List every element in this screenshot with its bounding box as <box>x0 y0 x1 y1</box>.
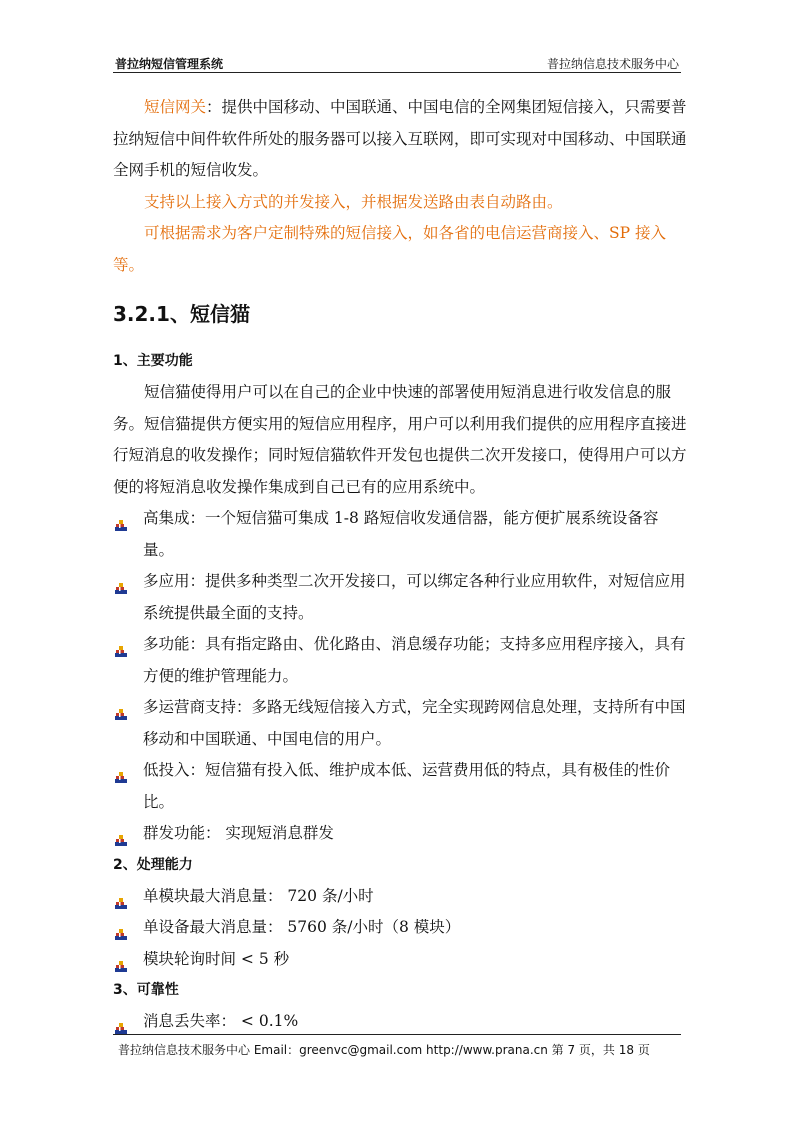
list-item <box>113 566 688 629</box>
bullet-icon <box>115 512 127 524</box>
section-title: 、短信猫 <box>169 302 250 326</box>
bullet-icon <box>115 827 127 839</box>
concurrent-access-note: 支持以上接入方式的并发接入，并根据发送路由表自动路由。 <box>144 192 563 211</box>
main-function-paragraph: 短信猫使得用户可以在自己的企业中快速的部署使用短消息进行收发信息的服务。短信猫提供方便实用的短信应用程序，用户可以利用我们提供的应用程序直接进行短消息的收发操作；同时短信猫软件开发包也提供二次开发接口，使得用户可以方便的将短消息收发操作集成到自己已有的应用系统中。 <box>113 383 687 496</box>
bullet-icon <box>115 638 127 650</box>
bullet-text: 模块轮询时间 < 5 秒 <box>143 949 290 968</box>
bullet-text: 单设备最大消息量： 5760 条/小时（8 模块） <box>143 918 461 936</box>
list-item <box>113 1006 688 1038</box>
bullet-text: 高集成：一个短信猫可集成 1-8 路短信收发通信器，能方便扩展系统设备容量。 <box>143 509 659 559</box>
list-item <box>113 503 688 566</box>
list-item <box>113 692 688 755</box>
list-item <box>113 818 688 850</box>
bullet-icon <box>115 921 127 933</box>
bullet-text: 消息丢失率： < 0.1% <box>143 1012 299 1030</box>
header-organization: 普拉纳信息技术服务中心 <box>546 57 679 71</box>
bullet-text: 单模块最大消息量： 720 条/小时 <box>143 886 374 905</box>
page-footer <box>113 1034 681 1057</box>
bullet-icon <box>115 953 127 965</box>
list-item <box>113 912 688 944</box>
gateway-text: ：提供中国移动、中国联通、中国电信的全网集团短信接入，只需要普拉纳短信中间件软件所处的服务器可以接入互联网，即可实现对中国移动、中国联通全网手机的短信收发。 <box>113 98 687 179</box>
bullet-text: 多运营商支持：多路无线短信接入方式，完全实现跨网信息处理，支持所有中国移动和中国联通、中国电信的用户。 <box>143 698 686 748</box>
bullet-icon <box>115 1015 127 1027</box>
page-header <box>113 52 681 73</box>
list-item <box>113 881 688 913</box>
main-function-heading: 1、主要功能 <box>113 353 193 369</box>
list-item <box>113 629 688 692</box>
bullet-icon <box>115 575 127 587</box>
list-item <box>113 944 688 976</box>
gateway-paragraph <box>113 92 688 187</box>
custom-access-note: 可根据需求为客户定制特殊的短信接入，如各省的电信运营商接入、SP 接入等。 <box>113 224 666 274</box>
bullet-icon <box>115 890 127 902</box>
bullet-icon <box>115 764 127 776</box>
page-content <box>113 92 688 1038</box>
reliability-heading: 3、可靠性 <box>113 982 179 998</box>
bullet-text: 多应用：提供多种类型二次开发接口，可以绑定各种行业应用软件，对短信应用系统提供最全面的支持。 <box>143 572 686 622</box>
footer-text: 普拉纳信息技术服务中心 Email：greenvc@gmail.com http://www.prana.cn 第 7 页，共 18 页 <box>118 1043 650 1057</box>
bullet-text: 低投入：短信猫有投入低、维护成本低、运营费用低的特点，具有极佳的性价比。 <box>143 761 671 811</box>
gateway-label: 短信网关 <box>144 98 207 116</box>
processing-heading: 2、处理能力 <box>113 856 193 873</box>
bullet-text: 多功能：具有指定路由、优化路由、消息缓存功能；支持多应用程序接入，具有方便的维护管理能力。 <box>143 635 686 685</box>
bullet-text: 群发功能： 实现短消息群发 <box>143 824 334 842</box>
list-item <box>113 755 688 818</box>
section-heading <box>113 300 688 328</box>
bullet-icon <box>115 701 127 713</box>
section-number: 3.2.1 <box>113 302 170 326</box>
header-system-title: 普拉纳短信管理系统 <box>115 57 224 71</box>
